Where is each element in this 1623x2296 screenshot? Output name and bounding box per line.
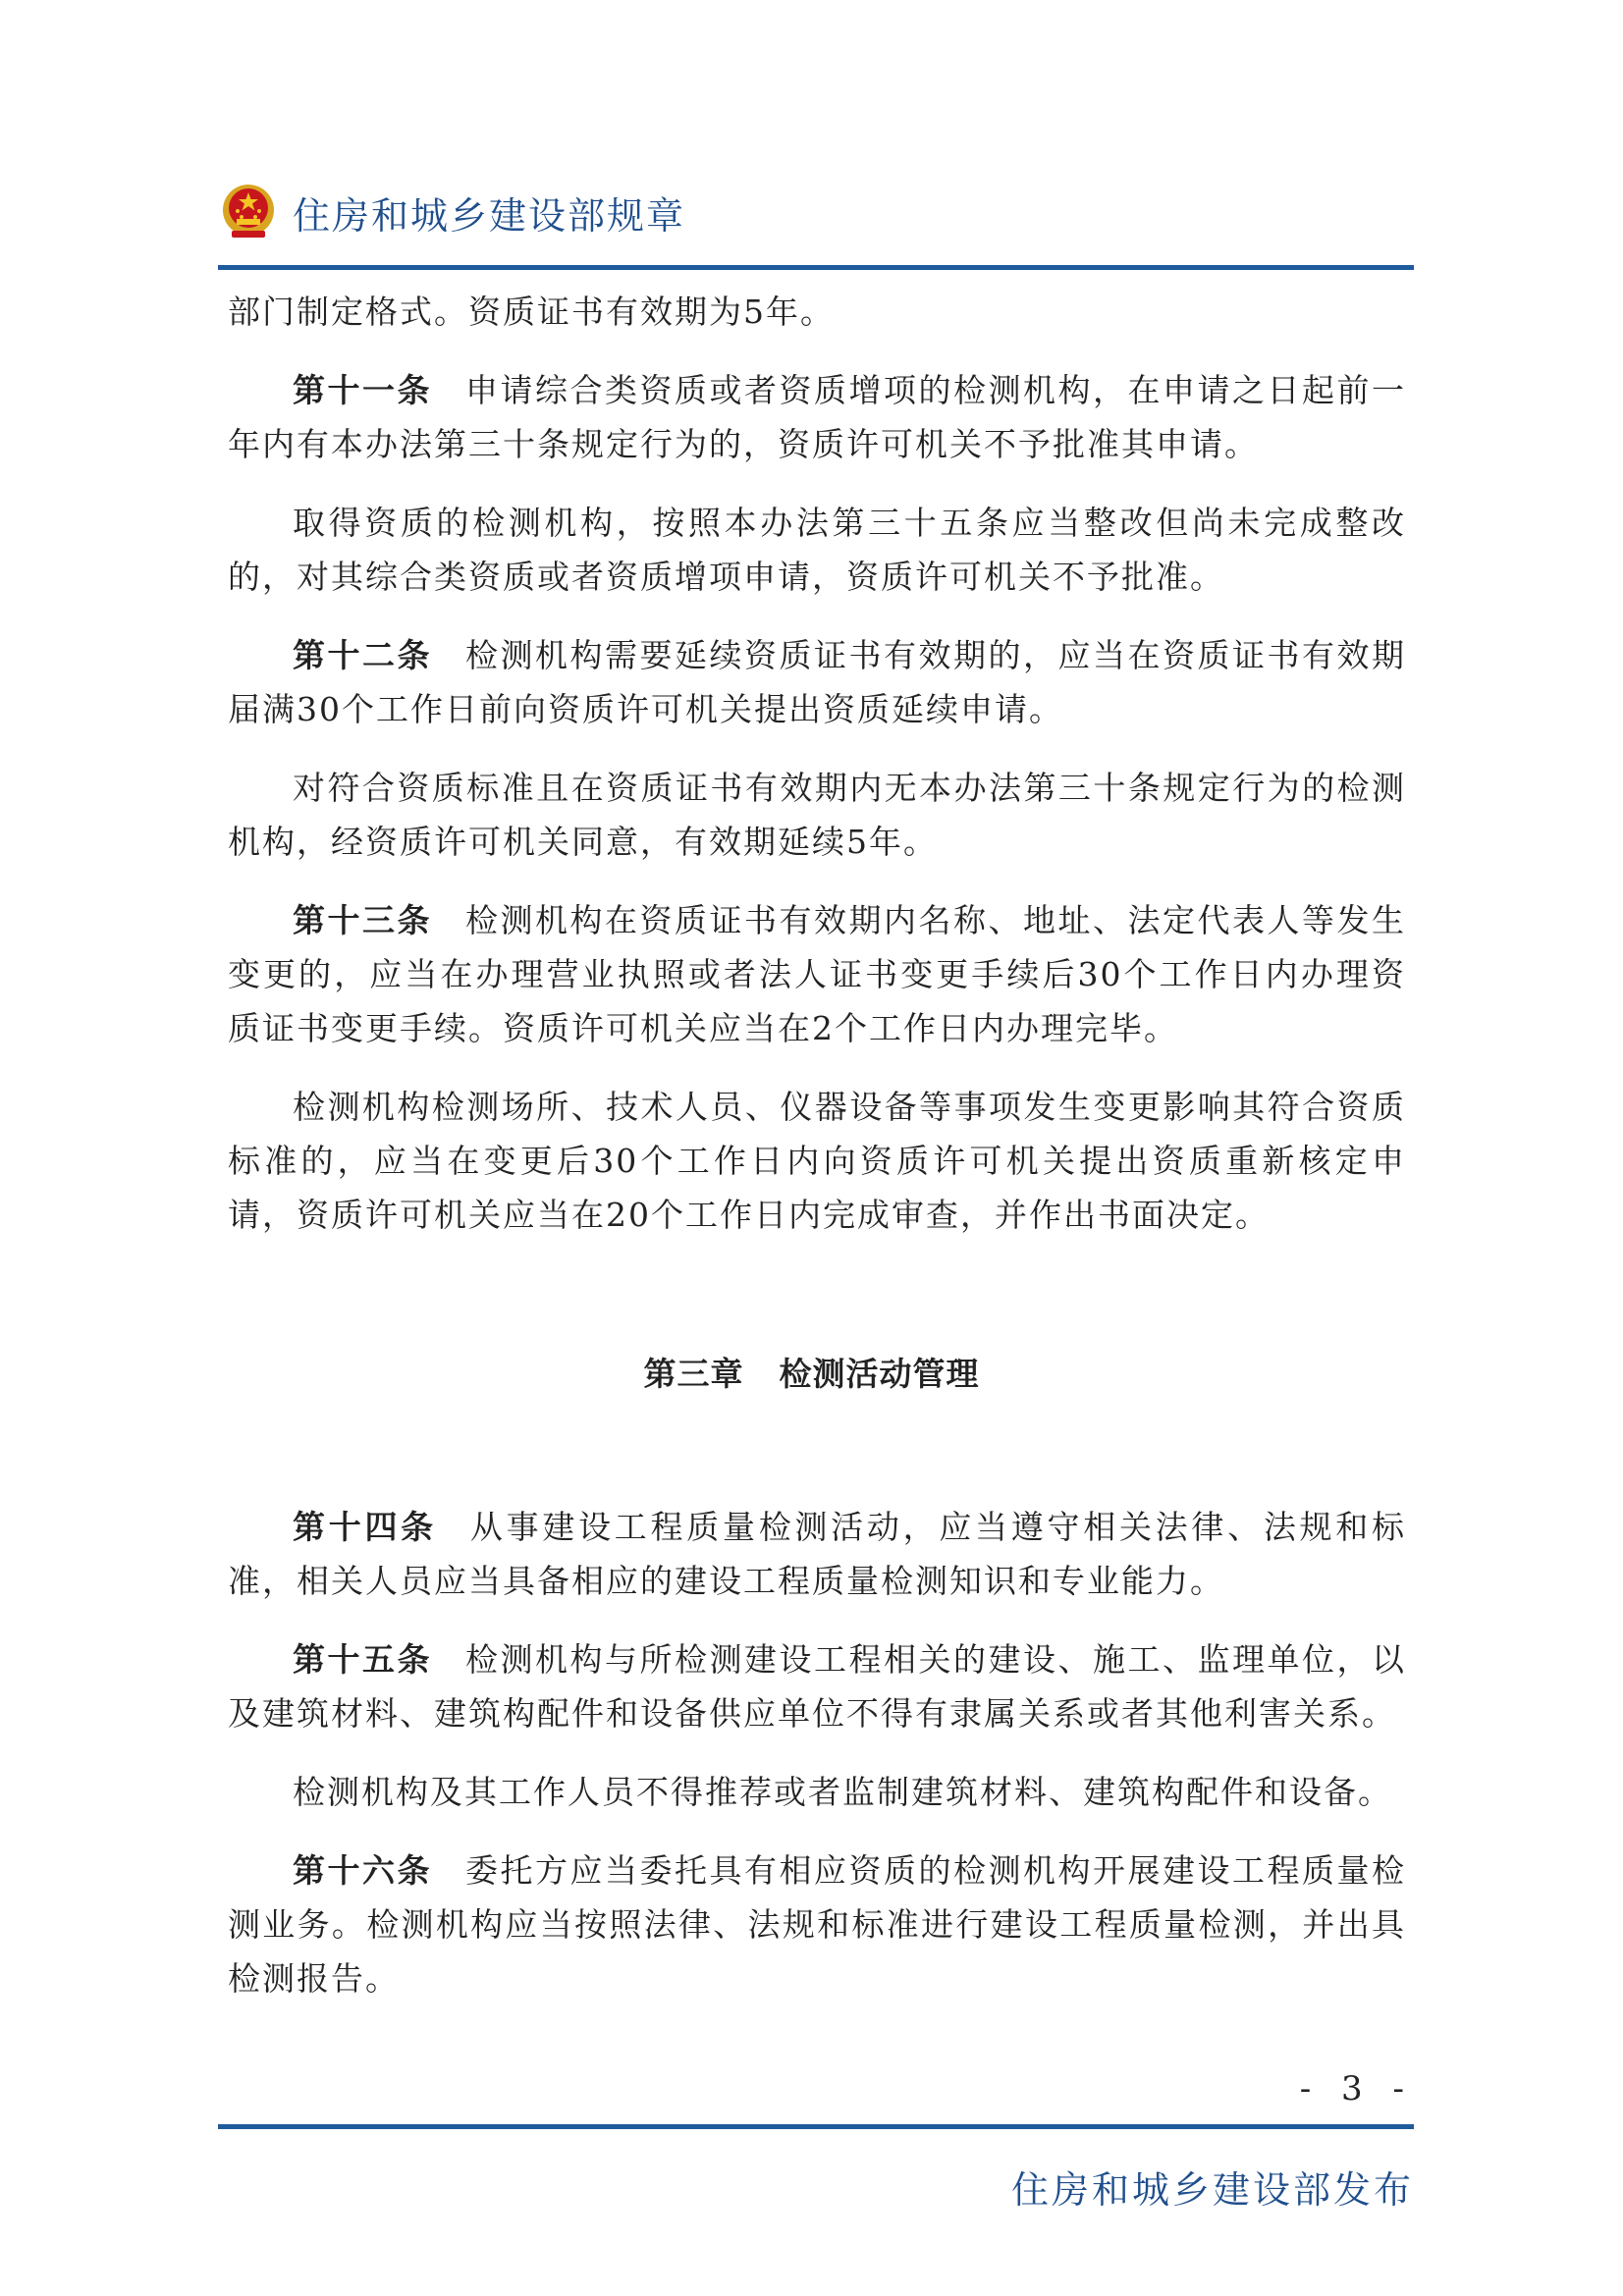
article-number: 第十五条 (293, 1640, 432, 1679)
paragraph-text: 委托方应当委托具有相应资质的检测机构开展建设工程质量检测业务。检测机构应当按照法律、法规和标准进行建设工程质量检测，并出具检测报告。 (228, 1851, 1406, 1998)
paragraph (228, 1843, 1406, 2005)
paragraph-text: 取得资质的检测机构，按照本办法第三十五条应当整改但尚未完成整改的，对其综合类资质或者资质增项申请，资质许可机关不予批准。 (228, 504, 1406, 596)
page-header (218, 180, 685, 244)
paragraph-text: 检测机构与所检测建设工程相关的建设、施工、监理单位，以及建筑材料、建筑构配件和设备供应单位不得有隶属关系或者其他利害关系。 (228, 1640, 1406, 1733)
paragraph-text: 检测机构检测场所、技术人员、仪器设备等事项发生变更影响其符合资质标准的，应当在变更后30个工作日内向资质许可机关提出资质重新核定申请，资质许可机关应当在20个工作日内完成审查，并作出书面决定。 (228, 1088, 1406, 1234)
header-divider (218, 265, 1414, 270)
document-body-top (228, 285, 1406, 1266)
paragraph (228, 893, 1406, 1055)
paragraph (228, 1500, 1406, 1608)
paragraph-text: 对符合资质标准且在资质证书有效期内无本办法第三十条规定行为的检测机构，经资质许可机关同意，有效期延续5年。 (228, 769, 1406, 861)
paragraph (228, 496, 1406, 604)
paragraph-text: 检测机构需要延续资质证书有效期的，应当在资质证书有效期届满30个工作日前向资质许可机关提出资质延续申请。 (228, 636, 1406, 728)
article-number: 第十三条 (293, 901, 432, 939)
document-body-bottom (228, 1500, 1406, 2030)
footer-publisher: 住房和城乡建设部发布 (1010, 2168, 1414, 2212)
footer-divider (218, 2124, 1414, 2129)
paragraph (228, 1765, 1406, 1819)
national-emblem-icon (218, 182, 279, 242)
paragraph (228, 1080, 1406, 1242)
paragraph-text: 从事建设工程质量检测活动，应当遵守相关法律、法规和标准，相关人员应当具备相应的建设工程质量检测知识和专业能力。 (228, 1508, 1407, 1600)
page-number: - 3 - (1299, 2069, 1414, 2109)
paragraph-text: 检测机构在资质证书有效期内名称、地址、法定代表人等发生变更的，应当在办理营业执照或者法人证书变更手续后30个工作日内办理资质证书变更手续。资质许可机关应当在2个工作日内办理完毕。 (228, 901, 1406, 1047)
paragraph (228, 761, 1406, 869)
chapter-title: 检测活动管理 (779, 1355, 980, 1393)
paragraph (228, 1632, 1406, 1740)
paragraph (228, 628, 1406, 736)
chapter-heading (0, 1349, 1623, 1395)
article-number: 第十一条 (293, 371, 432, 409)
paragraph (228, 363, 1406, 471)
article-number: 第十六条 (293, 1851, 432, 1890)
chapter-number: 第三章 (643, 1355, 744, 1393)
paragraph-text: 申请综合类资质或者资质增项的检测机构，在申请之日起前一年内有本办法第三十条规定行为的，资质许可机关不予批准其申请。 (228, 371, 1406, 463)
article-number: 第十四条 (293, 1508, 437, 1546)
article-number: 第十二条 (293, 636, 432, 674)
paragraph-text: 部门制定格式。资质证书有效期为5年。 (228, 293, 835, 331)
header-title: 住房和城乡建设部规章 (293, 193, 686, 238)
paragraph-text: 检测机构及其工作人员不得推荐或者监制建筑材料、建筑构配件和设备。 (293, 1773, 1392, 1811)
paragraph (228, 285, 1406, 339)
